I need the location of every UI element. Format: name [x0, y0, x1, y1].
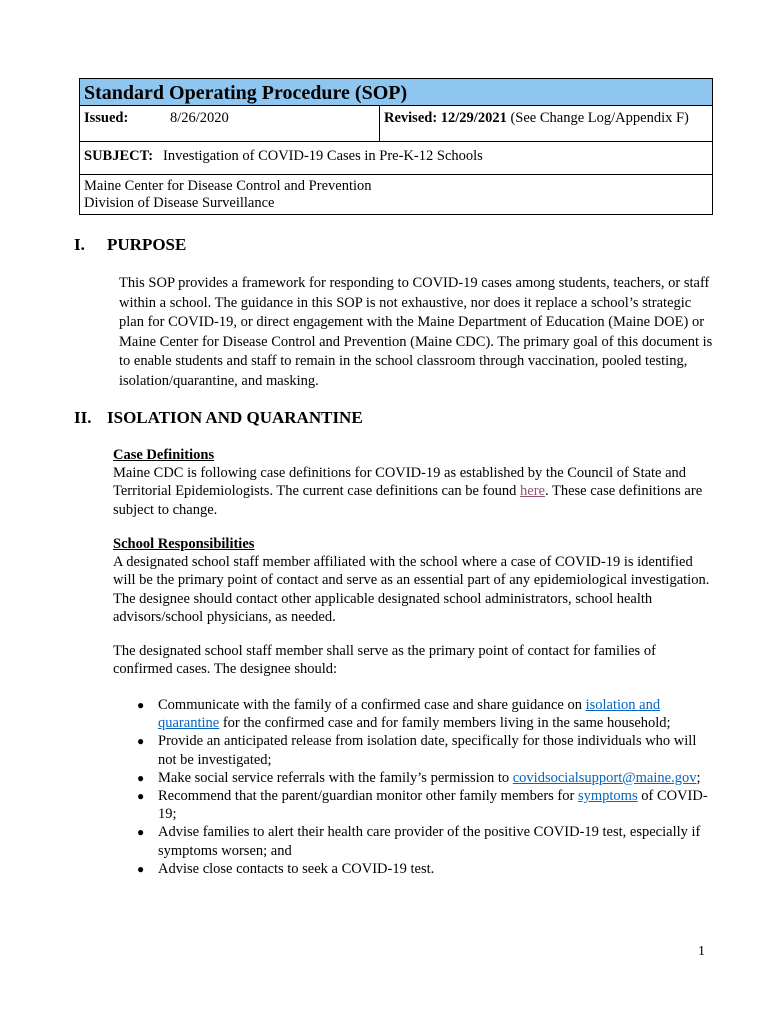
isolation-heading [74, 408, 363, 428]
subject-label: SUBJECT: [84, 148, 154, 164]
case-definitions-text: Maine CDC is following case definitions for COVID-19 as established by the Council of State and Territorial Epidemiologists. The current case definitions can be found [113, 465, 687, 500]
case-definitions-block [113, 446, 713, 519]
list-item-text: Advise close contacts to seek a COVID-19 test. [158, 860, 435, 877]
designee-duties-list [113, 696, 713, 878]
list-item-text: Make social service referrals with the family’s permission to [158, 769, 513, 786]
case-definitions-text-end: . These case definitions are subject to change. [113, 483, 703, 518]
division-name: Division of Disease Surveillance [84, 195, 275, 211]
list-item-text-end: of COVID-19; [158, 788, 708, 823]
list-item [113, 732, 713, 768]
issued-label: Issued: [84, 110, 129, 126]
list-item-text: Advise families to alert their health care provider of the positive COVID-19 test, especially if symptoms worsen; and [158, 824, 701, 859]
symptoms-link[interactable]: symptoms [577, 788, 638, 805]
subject-text: Investigation of COVID-19 Cases in Pre-K-12 Schools [163, 148, 483, 164]
issued-cell [80, 106, 380, 141]
list-item-text: Recommend that the parent/guardian monitor other family members for [158, 788, 578, 805]
list-item [113, 823, 713, 859]
bullet-icon: ● [137, 861, 145, 876]
bullet-icon: ● [137, 789, 145, 804]
list-item-text: Communicate with the family of a confirmed case and share guidance on [158, 697, 586, 713]
list-item-text-end: for the confirmed case and for family members living in the same household; [219, 715, 671, 732]
revised-cell [380, 106, 712, 141]
list-item [113, 860, 713, 878]
section-title: PURPOSE [107, 235, 187, 254]
agency-name: Maine Center for Disease Control and Prevention [84, 178, 372, 194]
bullet-icon: ● [137, 698, 145, 712]
section-number: II. [74, 408, 92, 427]
page-number: 1 [698, 944, 705, 959]
designee-paragraph: The designated school staff member shall serve as the primary point of contact for families of confirmed cases. The designee should: [113, 643, 656, 678]
sop-header-table [79, 78, 713, 215]
issued-date: 8/26/2020 [170, 110, 229, 126]
section-number: I. [74, 235, 85, 254]
case-definitions-link[interactable]: here [520, 483, 545, 500]
case-definitions-heading: Case Definitions [113, 447, 215, 463]
list-item [113, 696, 713, 732]
purpose-paragraph: This SOP provides a framework for responding to COVID-19 cases among students, teachers, or staff within a school. The guidance in this SOP is not exhaustive, nor does it replace a school’s strategic plan for COVID-19, or direct engagement with the Maine Department of Education (Maine DOE) or Maine Center for Disease Control and Prevention (Maine CDC). The primary goal of this document is to enable students and staff to remain in the school classroom through vaccination, pooled testing, isolation/quarantine, and masking. [119, 275, 713, 389]
agency-row [80, 175, 712, 214]
email-link[interactable]: covidsocialsupport@maine.gov [512, 769, 697, 786]
bullet-icon: ● [137, 770, 145, 785]
sop-title: Standard Operating Procedure (SOP) [80, 79, 712, 106]
isolation-quarantine-link[interactable]: isolation and quarantine [158, 697, 661, 732]
bullet-icon: ● [137, 734, 145, 749]
bullet-icon: ● [137, 825, 145, 840]
list-item-text-end: ; [696, 769, 701, 786]
revised-label: Revised: 12/29/2021 [384, 110, 507, 126]
list-item-text: Provide an anticipated release from isolation date, specifically for those individuals who will not be investigated; [158, 733, 697, 768]
section-title: ISOLATION AND QUARANTINE [107, 408, 363, 427]
revised-note: (See Change Log/Appendix F) [506, 110, 689, 126]
subject-row [80, 142, 712, 175]
school-responsibilities-block [113, 535, 713, 626]
sop-dates-row [80, 106, 712, 142]
purpose-heading [74, 235, 186, 255]
school-responsibilities-heading: School Responsibilities [113, 536, 255, 552]
list-item [113, 787, 713, 823]
school-responsibilities-text: A designated school staff member affiliated with the school where a case of COVID-19 is identified will be the primary point of contact and serve as an essential part of any epidemiological investigation. The designee should contact other applicable designated school administrators, school health advisors/school physicians, as needed. [113, 554, 710, 625]
list-item [113, 769, 713, 787]
